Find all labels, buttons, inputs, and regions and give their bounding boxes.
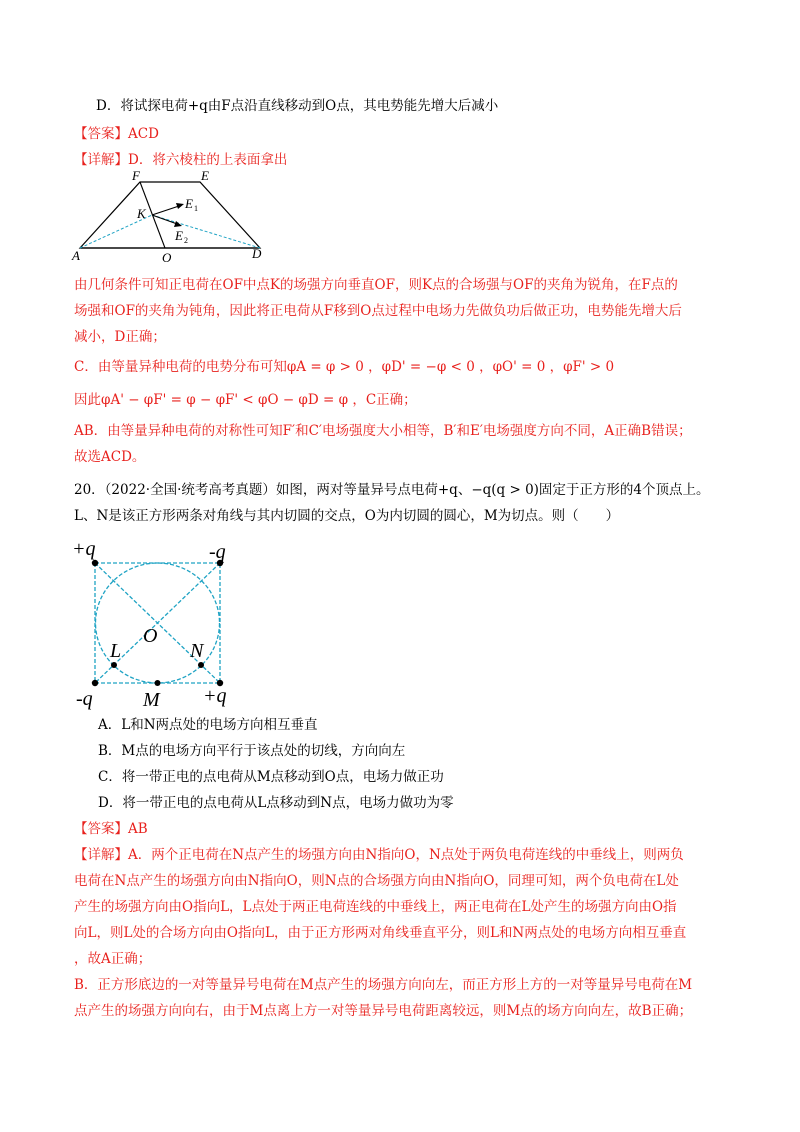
label-d: D xyxy=(252,246,262,261)
label-e1: E xyxy=(185,196,193,211)
label-o: O xyxy=(143,625,158,647)
q20-stem-line1: 20．（2022·全国·统考高考真题）如图，两对等量异号点电荷+q、−q(q > 0)固定于正方形的4个顶点上。 xyxy=(74,482,710,498)
trapezoid-outline xyxy=(80,182,260,248)
q20-answer-tag: 【答案】 xyxy=(74,821,128,837)
detail-line-1 xyxy=(74,150,287,170)
label-a: A xyxy=(72,248,80,263)
q20-detail-line3: 产生的场强方向由O指向L，L点处于两正电荷连线的中垂线上，两正电荷在L处产生的场强方向由O指 xyxy=(74,899,677,915)
q20-detail-line7: 点产生的场强方向向右，由于M点离上方一对等量异号电荷距离较远，则M点的场方向向左，故B正确； xyxy=(74,1003,693,1019)
label-m: M xyxy=(143,689,160,711)
label-tl-charge: +q xyxy=(72,538,96,560)
q20-option-c: C．将一带正电的点电荷从M点移动到O点，电场力做正功 xyxy=(98,769,444,785)
explain-ab-line1: AB．由等量异种电荷的对称性可知F′和C′电场强度大小相等，B′和E′电场强度方向不同，A正确B错误； xyxy=(74,423,692,439)
charge-tl xyxy=(92,560,98,566)
label-l: L xyxy=(110,640,122,662)
explain1-line3: 减小，D正确； xyxy=(74,329,166,345)
label-e: E xyxy=(201,168,209,183)
explain-c-line1: C．由等量异种电荷的电势分布可知φA = φ > 0 ，φD' = −φ < 0 ，φO' = 0 ，φF' > 0 xyxy=(74,359,615,375)
q20-detail-line5: ，故A正确； xyxy=(74,951,152,967)
label-e1-sub: 1 xyxy=(194,204,198,213)
figure-square-charges xyxy=(70,535,260,715)
label-k: K xyxy=(137,206,146,221)
q20-detail-line6: B．正方形底边的一对等量异号电荷在M点产生的场强方向向左，而正方形上方的一对等量异号电荷在M xyxy=(74,977,693,993)
q20-stem-line2: L、N是该正方形两条对角线与其内切圆的交点，O为内切圆的圆心，M为切点。则（ ） xyxy=(74,508,620,524)
detail-first: D．将六棱柱的上表面拿出 xyxy=(128,152,288,168)
detail-tag: 【详解】 xyxy=(74,152,128,168)
q20-option-a: A．L和N两点处的电场方向相互垂直 xyxy=(98,717,318,733)
label-bl-charge: -q xyxy=(76,688,93,710)
explain-ab-line2: 故选ACD。 xyxy=(74,449,146,465)
point-l xyxy=(111,662,117,668)
answer-line-1 xyxy=(74,124,159,144)
explain-c-line2: 因此φA' − φF' = φ − φF' < φO − φD = φ ，C正确； xyxy=(74,392,417,408)
label-o: O xyxy=(162,250,172,265)
q20-option-d: D．将一带正电的点电荷从L点移动到N点，电场力做功为零 xyxy=(98,795,454,811)
q20-detail-text1: A．两个正电荷在N点产生的场强方向由N指向O，N点处于两负电荷连线的中垂线上，则两负 xyxy=(128,847,684,863)
charge-bl xyxy=(92,680,98,686)
q20-answer-line xyxy=(74,819,148,839)
option-d-prev: D．将试探电荷+q由F点沿直线移动到O点，其电势能先增大后减小 xyxy=(96,98,499,114)
label-e2: E xyxy=(175,228,183,243)
explain1-line2: 场强和OF的夹角为钝角，因此将正电荷从F移到O点过程中电场力先做负功后做正功，电势能先增大后 xyxy=(74,303,682,319)
label-br-charge: +q xyxy=(203,685,227,707)
q20-answer-value: AB xyxy=(128,821,148,837)
answer-tag: 【答案】 xyxy=(74,126,128,142)
point-m xyxy=(155,680,161,686)
q20-option-b: B．M点的电场方向平行于该点处的切线，方向向左 xyxy=(98,743,406,759)
q20-detail-line4: 向L，则L处的合场方向由O指向L，由于正方形两对角线垂直平分，则L和N两点处的电场方向相互垂直 xyxy=(74,925,687,941)
label-f: F xyxy=(132,168,140,183)
arrowhead-e1 xyxy=(176,203,184,209)
point-n xyxy=(198,662,204,668)
label-tr-charge: -q xyxy=(209,541,226,563)
dashed-kd xyxy=(152,215,260,248)
q20-detail-line2: 电荷在N点产生的场强方向由N指向O，则N点的合场强方向由N指向O，同理可知，两个负电荷在L处 xyxy=(74,873,679,889)
figure-hexagon-top xyxy=(70,170,270,270)
label-n: N xyxy=(190,640,204,662)
label-e2-sub: 2 xyxy=(184,236,188,245)
explain1-line1: 由几何条件可知正电荷在OF中点K的场强方向垂直OF，则K点的合场强与OF的夹角为锐角，在F点的 xyxy=(74,277,678,293)
q20-detail-tag: 【详解】 xyxy=(74,847,128,863)
q20-detail-line1 xyxy=(74,845,684,865)
answer-value: ACD xyxy=(128,126,159,142)
